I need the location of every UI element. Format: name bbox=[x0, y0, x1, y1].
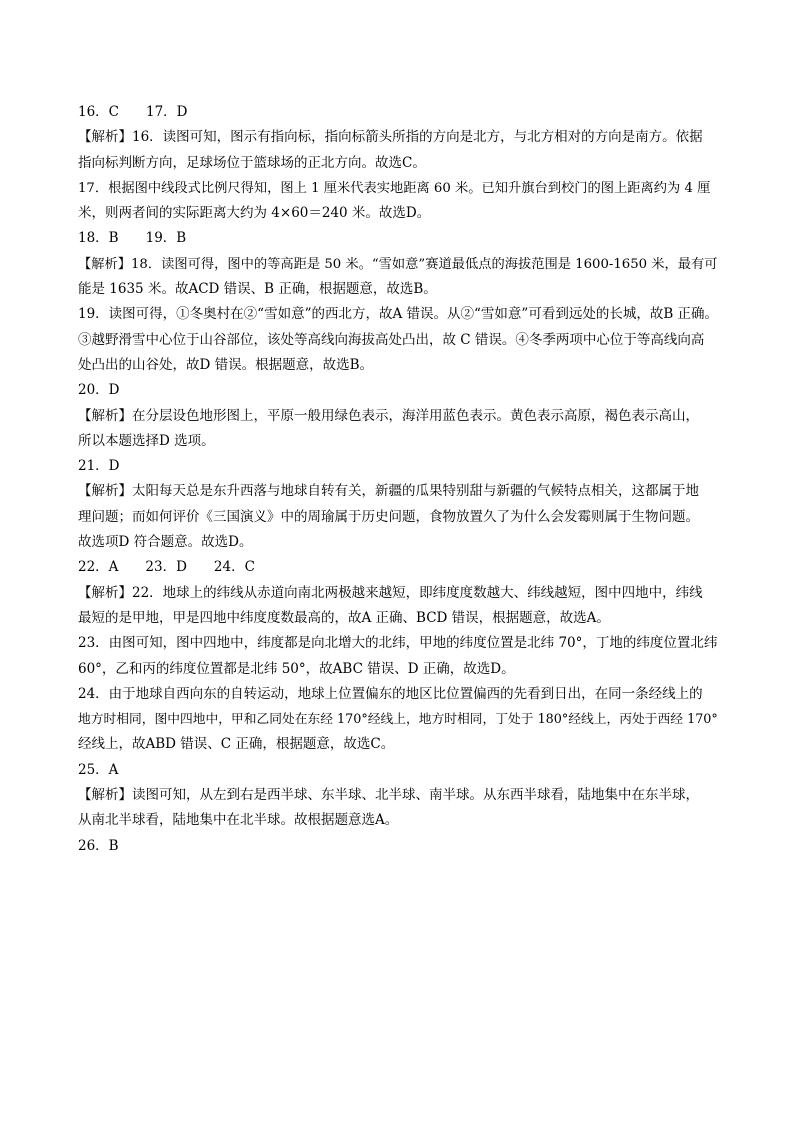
text-line-14: 所以本题选择D 选项。 bbox=[78, 432, 215, 449]
text-line-3: 指向标判断方向，足球场位于篮球场的正北方向。故选C。 bbox=[78, 154, 426, 171]
text-line-16: 【解析】太阳每天总是东升西落与地球自转有关，新疆的瓜果特别甜与新疆的气候特点相关，这都属于地 bbox=[78, 483, 699, 500]
text-line-7: 【解析】18．读图可得，图中的等高距是 50 米。“雪如意”赛道最低点的海拔范围是 1600-1650 米，最有可 bbox=[78, 256, 718, 272]
text-line-8: 能是 1635 米。故ACD 错误、B 正确，根据题意，故选B。 bbox=[78, 281, 437, 298]
text-line-10: ③越野滑雪中心位于山谷部位，该处等高线向海拔高处凸出，故 C 错误。④冬季两项中心位于等高线向高 bbox=[78, 331, 705, 348]
text-line-30: 26．B bbox=[78, 837, 119, 854]
text-line-6: 18．B 19．B bbox=[78, 230, 187, 247]
text-line-2: 【解析】16．读图可知，图示有指向标，指向标箭头所指的方向是北方，与北方相对的方向是南方。依据 bbox=[78, 129, 703, 146]
text-line-13: 【解析】在分层设色地形图上，平原一般用绿色表示，海洋用蓝色表示。黄色表示高原，褐色表示高山， bbox=[78, 407, 699, 424]
text-line-1: 16．C 17．D bbox=[78, 104, 188, 120]
answer-explanations bbox=[78, 100, 720, 859]
text-line-28: 【解析】读图可知，从左到右是西半球、东半球、北半球、南半球。从东西半球看，陆地集中在东半球， bbox=[78, 787, 699, 804]
text-line-4: 17．根据图中线段式比例尺得知，图上 1 厘米代表实地距离 60 米。已知升旗台到校门的图上距离约为 4 厘 bbox=[78, 180, 711, 196]
text-line-27: 25．A bbox=[78, 761, 119, 778]
text-line-29: 从南北半球看，陆地集中在北半球。故根据题意选A。 bbox=[78, 812, 399, 829]
text-line-25: 地方时相同，图中四地中，甲和乙同处在东经 170°经线上，地方时相同，丁处于 180°经线上，丙处于西经 170° bbox=[78, 712, 718, 728]
text-line-19: 22．A 23．D 24．C bbox=[78, 559, 255, 576]
text-line-23: 60°，乙和丙的纬度位置都是北纬 50°，故ABC 错误、D 正确，故选D。 bbox=[78, 660, 515, 677]
text-line-11: 处凸出的山谷处，故D 错误。根据题意，故选B。 bbox=[78, 356, 374, 373]
text-line-5: 米，则两者间的实际距离大约为 4×60＝240 米。故选D。 bbox=[78, 205, 431, 222]
text-line-21: 最短的是甲地，甲是四地中纬度度数最高的，故A 正确、BCD 错误，根据题意，故选A。 bbox=[78, 609, 610, 626]
text-line-18: 故选项D 符合题意。故选D。 bbox=[78, 534, 253, 551]
text-line-12: 20．D bbox=[78, 382, 120, 399]
text-line-22: 23．由图可知，图中四地中，纬度都是向北增大的北纬，甲地的纬度位置是北纬 70°，丁地的纬度位置北纬 bbox=[78, 635, 718, 652]
text-line-20: 【解析】22．地球上的纬线从赤道向南北两极越来越短，即纬度度数越大、纬线越短，图中四地中，纬线 bbox=[78, 584, 703, 601]
text-line-24: 24．由于地球自西向东的自转运动，地球上位置偏东的地区比位置偏西的先看到日出，在同一条经线上的 bbox=[78, 685, 703, 702]
text-line-15: 21．D bbox=[78, 458, 120, 475]
text-line-9: 19．读图可得，①冬奥村在②“雪如意”的西北方，故A 错误。从②“雪如意”可看到远处的长城，故B 正确。 bbox=[78, 306, 719, 323]
text-line-17: 理问题；而如何评价《三国演义》中的周瑜属于历史问题，食物放置久了为什么会发霉则属于生物问题。 bbox=[78, 508, 699, 525]
text-line-26: 经线上，故ABD 错误、C 正确，根据题意，故选C。 bbox=[78, 736, 395, 753]
